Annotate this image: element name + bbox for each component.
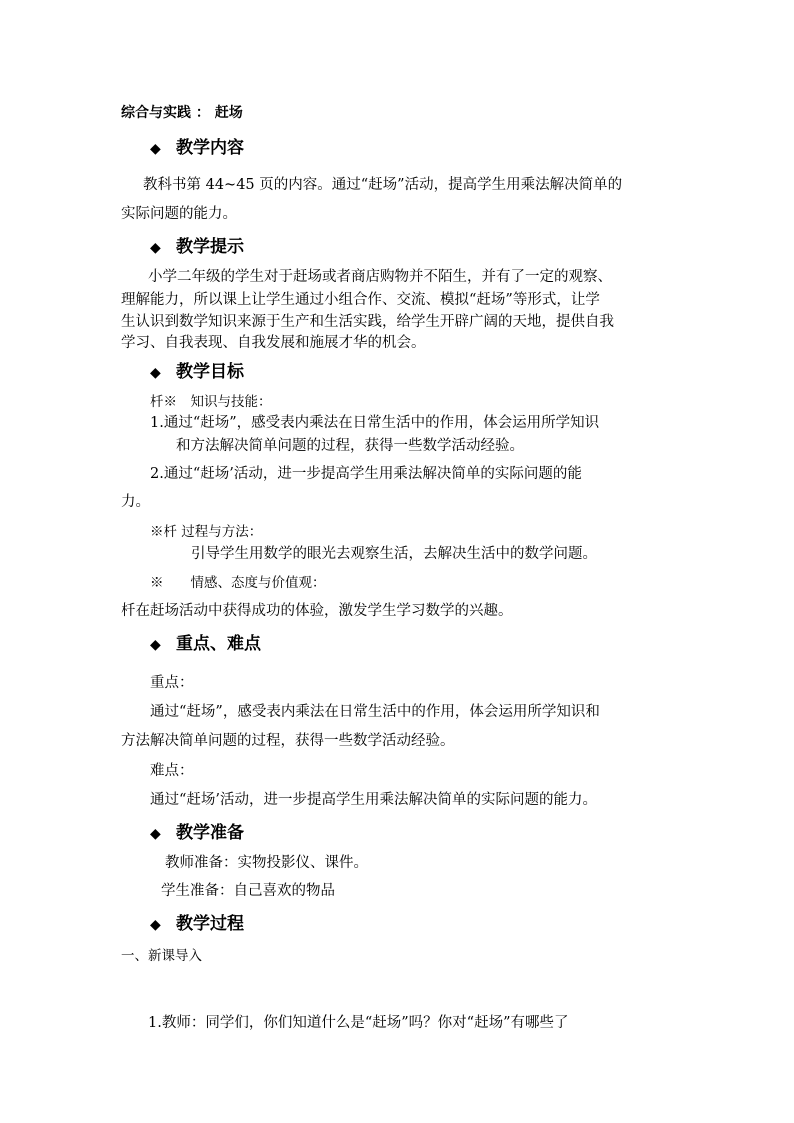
goal-line: 杄在赶场活动中获得成功的体验，激发学生学习数学的兴趣。 <box>121 603 513 619</box>
goal-line: 力。 <box>121 494 150 510</box>
difficult-line: 通过“赶场’活动，进一步提高学生用乘法解决简单的实际问题的能力。 <box>150 792 598 808</box>
goal-emotion-label: ※ 情感、态度与价值观： <box>150 575 326 591</box>
prep-teacher: 教师准备：实物投影仪、课件。 <box>165 855 368 871</box>
section-heading-content <box>150 137 244 160</box>
paragraph-line: 生认识到数学知识来源于生产和生活实践，给学生开辟广阔的天地，提供自我 <box>121 314 614 330</box>
process-part-1: 一、新课导入 <box>121 948 202 964</box>
goal-line: 和方法解决简单问题的过程，获得一些数学活动经验。 <box>176 438 524 454</box>
goal-line: 1.通过“赶场”，感受表内乘法在日常生活中的作用，体会运用所学知识 <box>150 415 600 431</box>
difficult-label: 难点： <box>150 763 194 779</box>
heading-text: 教学过程 <box>176 914 244 934</box>
goal-process-label: ※杄 过程与方法： <box>150 524 263 540</box>
diamond-bullet-icon: ◆ <box>150 637 161 653</box>
section-heading-keypoints <box>150 633 261 656</box>
process-item-1: 1.教师：同学们，你们知道什么是“赶场”吗？你对“赶场”有哪些了 <box>148 1015 569 1031</box>
paragraph-line: 理解能力，所以课上让学生通过小组合作、交流、模拟“赶场”等形式，让学 <box>121 292 600 308</box>
section-heading-goals <box>150 361 244 384</box>
diamond-bullet-icon: ◆ <box>150 365 161 381</box>
paragraph-line: 教科书第 44~45 页的内容。通过“赶场”活动，提高学生用乘法解决简单的 <box>143 177 623 193</box>
document-title: 综合与实践 ： 赶场 <box>121 105 243 121</box>
key-label: 重点： <box>150 675 194 691</box>
paragraph-line: 学习、自我表现、自我发展和施展才华的机会。 <box>121 335 426 351</box>
section-heading-prep <box>150 822 244 845</box>
heading-text: 教学准备 <box>176 823 244 843</box>
prep-student: 学生准备：自己喜欢的物品 <box>161 883 335 899</box>
diamond-bullet-icon: ◆ <box>150 141 161 157</box>
goal-line: 2.通过“赶场’活动，进一步提高学生用乘法解决简单的实际问题的能 <box>150 466 582 482</box>
diamond-bullet-icon: ◆ <box>150 240 161 256</box>
paragraph-line: 实际问题的能力。 <box>121 206 237 222</box>
key-line: 方法解决简单问题的过程，获得一些数学活动经验。 <box>121 733 455 749</box>
paragraph-line: 小学二年级的学生对于赶场或者商店购物并不陌生，并有了一定的观察、 <box>148 269 612 285</box>
diamond-bullet-icon: ◆ <box>150 917 161 933</box>
heading-text: 教学提示 <box>176 237 244 257</box>
goal-knowledge-label: 杄※ 知识与技能： <box>150 394 272 410</box>
section-heading-process <box>150 913 244 936</box>
diamond-bullet-icon: ◆ <box>150 826 161 842</box>
heading-text: 教学内容 <box>176 138 244 158</box>
goal-line: 引导学生用数学的眼光去观察生活，去解决生活中的数学问题。 <box>191 546 597 562</box>
heading-text: 教学目标 <box>176 362 244 382</box>
heading-text: 重点、难点 <box>176 634 261 654</box>
key-line: 通过“赶场”，感受表内乘法在日常生活中的作用，体会运用所学知识和 <box>150 704 600 720</box>
section-heading-hints <box>150 236 244 259</box>
